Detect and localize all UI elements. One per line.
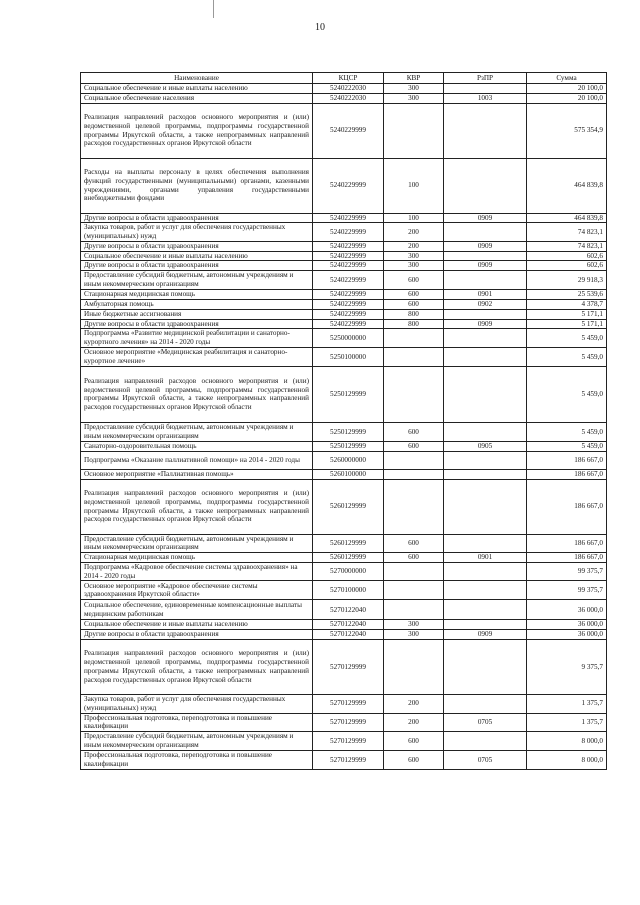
cell-rzpr (444, 158, 527, 213)
cell-sum: 575 354,9 (527, 103, 607, 158)
table-row (81, 329, 607, 348)
cell-kcsr: 5270129999 (313, 639, 384, 694)
cell-kvr: 300 (384, 261, 444, 271)
cell-name: Социальное обеспечение и иные выплаты населению (81, 84, 313, 94)
table-body (81, 84, 607, 770)
cell-sum: 5 459,0 (527, 366, 607, 422)
cell-kvr: 200 (384, 223, 444, 242)
cell-kvr (384, 366, 444, 422)
cell-kvr (384, 329, 444, 348)
cell-kcsr: 5270129999 (313, 713, 384, 732)
column-header-kcsr: КЦСР (313, 73, 384, 84)
cell-sum: 36 000,0 (527, 630, 607, 640)
cell-kcsr: 5270129999 (313, 732, 384, 751)
cell-rzpr (444, 451, 527, 469)
cell-name: Профессиональная подготовка, переподготовка и повышение квалификации (81, 713, 313, 732)
cell-name: Социальное обеспечение и иные выплаты населению (81, 251, 313, 261)
cell-name: Социальное обеспечение населения (81, 93, 313, 103)
cell-rzpr: 0901 (444, 290, 527, 300)
table-row (81, 103, 607, 158)
cell-rzpr: 0905 (444, 441, 527, 451)
table-row (81, 694, 607, 713)
cell-name: Другие вопросы в области здравоохранения (81, 630, 313, 640)
cell-rzpr (444, 479, 527, 534)
budget-table (80, 72, 607, 770)
cell-kvr: 200 (384, 241, 444, 251)
cell-name: Реализация направлений расходов основного мероприятия и (или) ведомственной целевой программы, подпрограммы государственной программы Иркутской области, а также непрограммных направлений расходов государственных органов Иркутской области (81, 639, 313, 694)
cell-kvr: 600 (384, 422, 444, 441)
cell-kcsr: 5260129999 (313, 479, 384, 534)
cell-sum: 5 171,1 (527, 309, 607, 319)
table-row (81, 751, 607, 770)
cell-rzpr: 1003 (444, 93, 527, 103)
cell-kcsr: 5240229999 (313, 223, 384, 242)
cell-kvr: 300 (384, 93, 444, 103)
cell-sum: 74 823,1 (527, 241, 607, 251)
table-row (81, 534, 607, 553)
cell-rzpr: 0909 (444, 241, 527, 251)
cell-kcsr: 5260000000 (313, 451, 384, 469)
cell-kcsr: 5250129999 (313, 366, 384, 422)
cell-kvr: 800 (384, 319, 444, 329)
cell-kvr: 300 (384, 630, 444, 640)
cell-kvr (384, 581, 444, 600)
page-number: 10 (315, 22, 325, 33)
cell-kvr (384, 479, 444, 534)
cell-name: Основное мероприятие «Кадровое обеспечение системы здравоохранения Иркутской области» (81, 581, 313, 600)
cell-sum: 5 459,0 (527, 422, 607, 441)
cell-kvr: 200 (384, 713, 444, 732)
cell-rzpr: 0902 (444, 300, 527, 310)
cell-sum: 5 459,0 (527, 329, 607, 348)
cell-kcsr: 5270100000 (313, 581, 384, 600)
table-row (81, 241, 607, 251)
cell-kcsr: 5240229999 (313, 271, 384, 290)
table-row (81, 93, 607, 103)
cell-name: Стационарная медицинская помощь (81, 553, 313, 563)
cell-rzpr (444, 309, 527, 319)
table-row (81, 620, 607, 630)
cell-rzpr (444, 251, 527, 261)
table-row (81, 158, 607, 213)
column-header-sum: Сумма (527, 73, 607, 84)
table-row (81, 581, 607, 600)
column-header-rzpr: РзПР (444, 73, 527, 84)
cell-name: Амбулаторная помощь (81, 300, 313, 310)
cell-rzpr (444, 84, 527, 94)
cell-kvr: 600 (384, 271, 444, 290)
cell-rzpr (444, 534, 527, 553)
cell-sum: 36 000,0 (527, 600, 607, 620)
cell-rzpr (444, 347, 527, 366)
column-header-kvr: КВР (384, 73, 444, 84)
cell-name: Предоставление субсидий бюджетным, автономным учреждениям и иным некоммерческим организациям (81, 732, 313, 751)
cell-kvr: 100 (384, 158, 444, 213)
cell-rzpr: 0901 (444, 553, 527, 563)
cell-kvr: 600 (384, 553, 444, 563)
cell-kvr: 200 (384, 694, 444, 713)
cell-rzpr (444, 620, 527, 630)
cell-name: Закупка товаров, работ и услуг для обеспечения государственных (муниципальных) нужд (81, 223, 313, 242)
cell-rzpr: 0705 (444, 751, 527, 770)
cell-kcsr: 5260129999 (313, 553, 384, 563)
cell-kcsr: 5270129999 (313, 694, 384, 713)
cell-rzpr (444, 271, 527, 290)
cell-kcsr: 5250100000 (313, 347, 384, 366)
cell-name: Другие вопросы в области здравоохранения (81, 241, 313, 251)
cell-rzpr (444, 639, 527, 694)
cell-sum: 99 375,7 (527, 562, 607, 581)
cell-kvr: 100 (384, 213, 444, 223)
cell-kcsr: 5240229999 (313, 251, 384, 261)
cell-kvr (384, 600, 444, 620)
cell-kcsr: 5260129999 (313, 534, 384, 553)
table-row (81, 562, 607, 581)
cell-kcsr: 5270122040 (313, 600, 384, 620)
cell-name: Предоставление субсидий бюджетным, автономным учреждениям и иным некоммерческим организациям (81, 534, 313, 553)
table-row (81, 639, 607, 694)
table-row (81, 84, 607, 94)
cell-sum: 186 667,0 (527, 451, 607, 469)
cell-rzpr (444, 469, 527, 479)
cell-kvr: 600 (384, 534, 444, 553)
cell-name: Основное мероприятие «Паллиативная помощь» (81, 469, 313, 479)
cell-kvr: 600 (384, 732, 444, 751)
table-row (81, 630, 607, 640)
table-row (81, 309, 607, 319)
table-row (81, 422, 607, 441)
cell-rzpr: 0909 (444, 630, 527, 640)
cell-sum: 5 459,0 (527, 441, 607, 451)
cell-sum: 186 667,0 (527, 534, 607, 553)
table-row (81, 441, 607, 451)
cell-kvr (384, 469, 444, 479)
table-row (81, 290, 607, 300)
cell-kvr (384, 103, 444, 158)
cell-name: Социальное обеспечение, единовременные компенсационные выплаты медицинским работникам (81, 600, 313, 620)
cell-name: Стационарная медицинская помощь (81, 290, 313, 300)
cell-name: Иные бюджетные ассигнования (81, 309, 313, 319)
cell-sum: 602,6 (527, 251, 607, 261)
table-row (81, 553, 607, 563)
cell-name: Основное мероприятие «Медицинская реабилитация и санаторно-курортное лечение» (81, 347, 313, 366)
cell-kvr: 300 (384, 84, 444, 94)
cell-name: Реализация направлений расходов основного мероприятия и (или) ведомственной целевой программы, подпрограммы государственной программы Иркутской области, а также непрограммных направлений расходов государственных органов Иркутской области (81, 103, 313, 158)
table-row (81, 261, 607, 271)
table-row (81, 469, 607, 479)
cell-rzpr: 0909 (444, 261, 527, 271)
table-row (81, 451, 607, 469)
cell-rzpr (444, 581, 527, 600)
cell-kcsr: 5270122040 (313, 630, 384, 640)
table-row (81, 600, 607, 620)
cell-rzpr: 0909 (444, 213, 527, 223)
cell-sum: 1 375,7 (527, 713, 607, 732)
cell-kcsr: 5240229999 (313, 261, 384, 271)
table-row (81, 271, 607, 290)
table-row (81, 347, 607, 366)
cell-sum: 1 375,7 (527, 694, 607, 713)
cell-sum: 186 667,0 (527, 469, 607, 479)
cell-name: Другие вопросы в области здравоохранения (81, 213, 313, 223)
cell-sum: 99 375,7 (527, 581, 607, 600)
cell-name: Другие вопросы в области здравоохранения (81, 261, 313, 271)
cell-sum: 5 171,1 (527, 319, 607, 329)
cell-kcsr: 5270129999 (313, 751, 384, 770)
cell-kcsr: 5270122040 (313, 620, 384, 630)
cell-name: Реализация направлений расходов основного мероприятия и (или) ведомственной целевой программы, подпрограммы государственной программы Иркутской области, а также непрограммных направлений расходов государственных органов Иркутской области (81, 366, 313, 422)
table-header-row (81, 73, 607, 84)
column-header-name: Наименование (81, 73, 313, 84)
cell-kcsr: 5240229999 (313, 158, 384, 213)
cell-kvr: 600 (384, 751, 444, 770)
cell-rzpr (444, 103, 527, 158)
cell-name: Закупка товаров, работ и услуг для обеспечения государственных (муниципальных) нужд (81, 694, 313, 713)
cell-kcsr: 5270000000 (313, 562, 384, 581)
cell-kcsr: 5240229999 (313, 213, 384, 223)
cell-name: Социальное обеспечение и иные выплаты населению (81, 620, 313, 630)
cell-kcsr: 5240229999 (313, 300, 384, 310)
cell-kvr: 600 (384, 441, 444, 451)
cell-sum: 8 000,0 (527, 751, 607, 770)
cell-kcsr: 5240229999 (313, 309, 384, 319)
cell-sum: 4 378,7 (527, 300, 607, 310)
cell-kcsr: 5250129999 (313, 441, 384, 451)
table-row (81, 223, 607, 242)
table-row (81, 732, 607, 751)
table-row (81, 319, 607, 329)
cell-sum: 5 459,0 (527, 347, 607, 366)
table-row (81, 213, 607, 223)
cell-name: Расходы на выплаты персоналу в целях обеспечения выполнения функций государственными (муниципальными) органами, казенными учреждениями, органами управления государственными внебюджетными фондами (81, 158, 313, 213)
cell-kvr (384, 562, 444, 581)
cell-sum: 602,6 (527, 261, 607, 271)
cell-rzpr (444, 562, 527, 581)
cell-sum: 186 667,0 (527, 553, 607, 563)
cell-kcsr: 5240222030 (313, 93, 384, 103)
cell-sum: 464 839,8 (527, 158, 607, 213)
cell-kvr (384, 451, 444, 469)
cell-sum: 20 100,0 (527, 93, 607, 103)
cell-name: Реализация направлений расходов основного мероприятия и (или) ведомственной целевой программы, подпрограммы государственной программы Иркутской области, а также непрограммных направлений расходов государственных органов Иркутской области (81, 479, 313, 534)
cell-rzpr (444, 329, 527, 348)
cell-rzpr: 0909 (444, 319, 527, 329)
cell-kcsr: 5240229999 (313, 103, 384, 158)
table-row (81, 479, 607, 534)
cell-kvr: 300 (384, 620, 444, 630)
cell-kvr: 600 (384, 300, 444, 310)
cell-rzpr (444, 223, 527, 242)
cell-name: Подпрограмма «Оказание паллиативной помощи» на 2014 - 2020 годы (81, 451, 313, 469)
cell-name: Предоставление субсидий бюджетным, автономным учреждениям и иным некоммерческим организациям (81, 422, 313, 441)
cell-kvr: 300 (384, 251, 444, 261)
cell-rzpr (444, 366, 527, 422)
scan-fold-mark (213, 0, 214, 18)
cell-name: Профессиональная подготовка, переподготовка и повышение квалификации (81, 751, 313, 770)
cell-kcsr: 5240229999 (313, 290, 384, 300)
cell-rzpr (444, 732, 527, 751)
cell-kvr: 600 (384, 290, 444, 300)
cell-sum: 74 823,1 (527, 223, 607, 242)
cell-sum: 9 375,7 (527, 639, 607, 694)
cell-rzpr (444, 694, 527, 713)
cell-name: Подпрограмма «Развитие медицинской реабилитации и санаторно-курортного лечения» на 2014 - 2020 годы (81, 329, 313, 348)
table-row (81, 366, 607, 422)
cell-kcsr: 5240229999 (313, 319, 384, 329)
cell-kvr: 800 (384, 309, 444, 319)
table-row (81, 251, 607, 261)
cell-sum: 186 667,0 (527, 479, 607, 534)
table-row (81, 713, 607, 732)
cell-kcsr: 5240229999 (313, 241, 384, 251)
cell-kvr (384, 347, 444, 366)
cell-kcsr: 5240222030 (313, 84, 384, 94)
cell-name: Подпрограмма «Кадровое обеспечение системы здравоохранения» на 2014 - 2020 годы (81, 562, 313, 581)
cell-rzpr: 0705 (444, 713, 527, 732)
cell-kcsr: 5250129999 (313, 422, 384, 441)
cell-kvr (384, 639, 444, 694)
cell-kcsr: 5260100000 (313, 469, 384, 479)
cell-sum: 25 539,6 (527, 290, 607, 300)
cell-sum: 8 000,0 (527, 732, 607, 751)
cell-rzpr (444, 422, 527, 441)
cell-sum: 36 000,0 (527, 620, 607, 630)
cell-sum: 20 100,0 (527, 84, 607, 94)
cell-sum: 464 839,8 (527, 213, 607, 223)
cell-rzpr (444, 600, 527, 620)
cell-sum: 29 918,3 (527, 271, 607, 290)
cell-kcsr: 5250000000 (313, 329, 384, 348)
table-row (81, 300, 607, 310)
cell-name: Предоставление субсидий бюджетным, автономным учреждениям и иным некоммерческим организациям (81, 271, 313, 290)
cell-name: Санаторно-оздоровительная помощь (81, 441, 313, 451)
cell-name: Другие вопросы в области здравоохранения (81, 319, 313, 329)
